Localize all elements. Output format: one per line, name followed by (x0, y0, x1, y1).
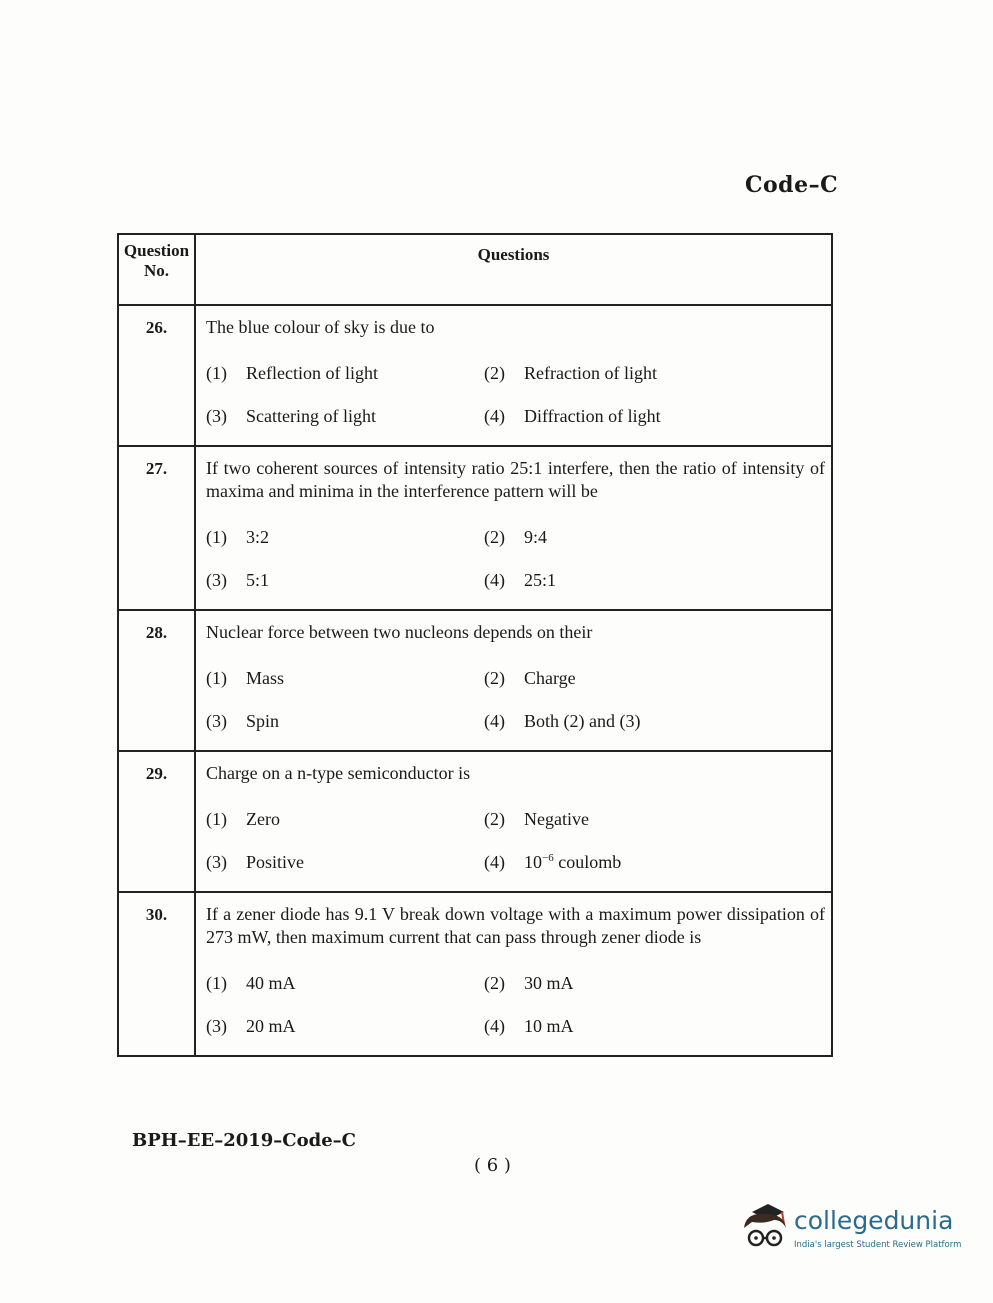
option-list (206, 363, 825, 427)
option (206, 809, 484, 830)
option (484, 711, 825, 732)
option (484, 973, 825, 994)
option-list (206, 668, 825, 732)
option-text: 25:1 (524, 570, 557, 590)
option-text: Mass (246, 668, 285, 688)
option-text-exponent: −6 (542, 852, 554, 864)
question-row (118, 892, 832, 1056)
question-table (117, 233, 833, 1057)
option-text: Positive (246, 852, 305, 872)
option-text (524, 852, 621, 873)
option-number: (2) (484, 527, 505, 547)
option-text: 9:4 (524, 527, 548, 547)
option-number: (3) (206, 1016, 227, 1036)
col-header-number: Question No. (118, 234, 195, 305)
question-body (195, 751, 832, 892)
option-text: Charge (524, 668, 576, 688)
option-text: Scattering of light (246, 406, 376, 426)
option-text: Refraction of light (524, 363, 657, 383)
option-text: Both (2) and (3) (524, 711, 641, 731)
option-text: 30 mA (524, 973, 574, 993)
option-number: (2) (484, 668, 505, 688)
option-text: 10 mA (524, 1016, 574, 1036)
option (484, 852, 825, 873)
option-number: (4) (484, 852, 505, 872)
option-number: (1) (206, 973, 227, 993)
option-text: 3:2 (246, 527, 270, 547)
question-row (118, 446, 832, 610)
option-list (206, 809, 825, 873)
option (206, 711, 484, 732)
question-row (118, 610, 832, 751)
question-stem: The blue colour of sky is due to (206, 317, 435, 337)
brand-name: collegedunia (794, 1206, 954, 1235)
paper-code: Code–C (745, 172, 839, 198)
option (206, 852, 484, 873)
option-number: (4) (484, 406, 505, 426)
question-stem: If two coherent sources of intensity ratio 25:1 interfere, then the ratio of intensity of maxima and minima in the interference pattern will be (206, 458, 825, 501)
option (206, 527, 484, 548)
option-number: (3) (206, 570, 227, 590)
option-number: (2) (484, 973, 505, 993)
option-text: Spin (246, 711, 280, 731)
option-text: Diffraction of light (524, 406, 661, 426)
question-stem: If a zener diode has 9.1 V break down voltage with a maximum power dissipation of 273 mW, then maximum current that can pass through zener diode is (206, 904, 825, 947)
question-number: 28. (118, 610, 195, 751)
option-number: (4) (484, 570, 505, 590)
col-header-questions: Questions (195, 234, 832, 305)
option-text: Negative (524, 809, 589, 829)
option-number: (4) (484, 711, 505, 731)
option-number: (3) (206, 852, 227, 872)
option (206, 668, 484, 689)
option (206, 363, 484, 384)
option (206, 1016, 484, 1037)
option-text: 20 mA (246, 1016, 296, 1036)
mascot-icon (738, 1198, 792, 1256)
option-number: (2) (484, 363, 505, 383)
question-body (195, 305, 832, 446)
page-number: ( 6 ) (474, 1155, 511, 1176)
option (484, 363, 825, 384)
option (484, 1016, 825, 1037)
option-text-base: 10 (524, 852, 542, 872)
question-number: 30. (118, 892, 195, 1056)
collegedunia-watermark (738, 1198, 978, 1258)
option-list (206, 973, 825, 1037)
option-number: (1) (206, 809, 227, 829)
option-number: (2) (484, 809, 505, 829)
question-body (195, 446, 832, 610)
option (484, 668, 825, 689)
option (206, 973, 484, 994)
option (484, 570, 825, 591)
question-number: 26. (118, 305, 195, 446)
option (484, 406, 825, 427)
brand-tagline: India's largest Student Review Platform (794, 1240, 962, 1250)
question-number: 29. (118, 751, 195, 892)
question-stem: Nuclear force between two nucleons depends on their (206, 622, 593, 642)
table-header-row (118, 234, 832, 305)
option-text: Zero (246, 809, 280, 829)
option (206, 406, 484, 427)
question-number: 27. (118, 446, 195, 610)
question-body (195, 610, 832, 751)
question-body (195, 892, 832, 1056)
question-row (118, 751, 832, 892)
option-number: (1) (206, 363, 227, 383)
option (206, 570, 484, 591)
option-list (206, 527, 825, 591)
option-text: 40 mA (246, 973, 296, 993)
question-stem: Charge on a n-type semiconductor is (206, 763, 471, 783)
option-number: (1) (206, 668, 227, 688)
option-number: (3) (206, 711, 227, 731)
option-text: 5:1 (246, 570, 270, 590)
option-number: (1) (206, 527, 227, 547)
option-text: Reflection of light (246, 363, 378, 383)
option (484, 527, 825, 548)
option (484, 809, 825, 830)
option-text-unit: coulomb (553, 852, 622, 872)
question-row (118, 305, 832, 446)
footer-paper-code: BPH–EE–2019–Code–C (132, 1130, 356, 1151)
option-number: (4) (484, 1016, 505, 1036)
option-number: (3) (206, 406, 227, 426)
